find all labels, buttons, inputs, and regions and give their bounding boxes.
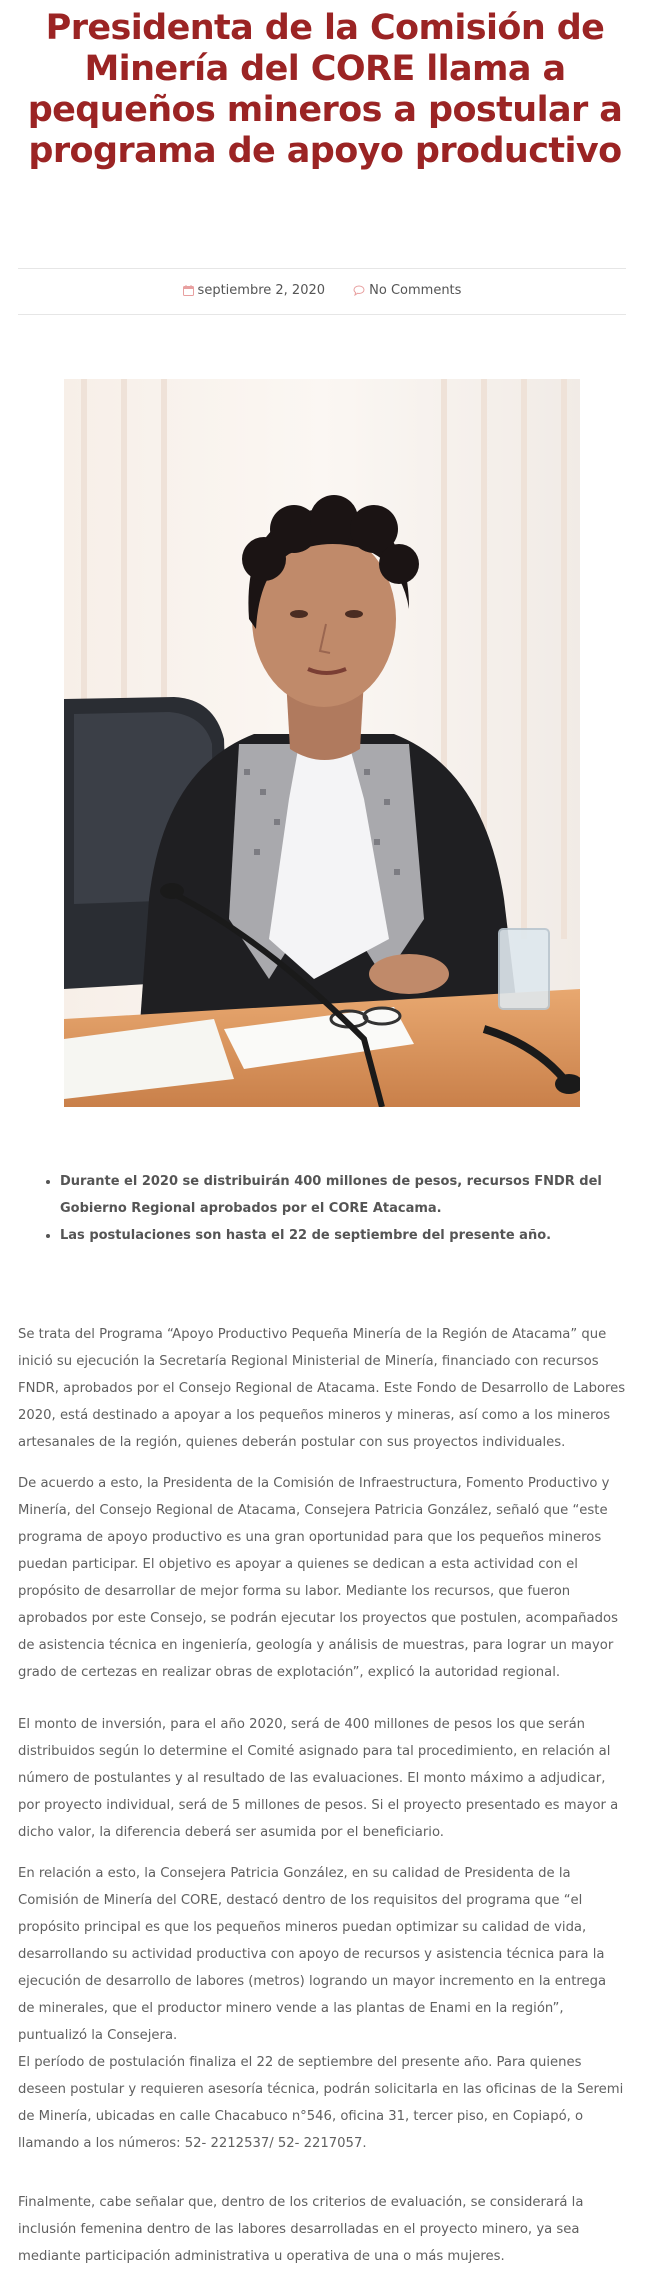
councilwoman-portrait-illustration bbox=[64, 379, 580, 1107]
article-title: Presidenta de la Comisión de Minería del CORE llama a pequeños mineros a postular a programa de apoyo productivo bbox=[27, 8, 623, 171]
meta-divider-top bbox=[18, 268, 626, 269]
meta-divider-bottom bbox=[18, 314, 626, 315]
article-photo bbox=[64, 379, 580, 1107]
body-paragraph: Finalmente, cabe señalar que, dentro de los criterios de evaluación, se considerará la inclusión femenina dentro de las labores desarrolladas en el proyecto minero, ya sea mediante participación administrativa u operativa de una o más mujeres. bbox=[18, 2195, 584, 2264]
body-paragraph: De acuerdo a esto, la Presidenta de la Comisión de Infraestructura, Fomento Productivo y Minería, del Consejo Regional de Atacama, Consejera Patricia González, señaló que “este programa de apoyo productivo es una gran oportunidad para que los pequeños mineros puedan participar. El objetivo es apoyar a quienes se dedican a esta actividad con el propósito de desarrollar de mejor forma su labor. Mediante los recursos, que fueron aprobados por este Consejo, se podrán ejecutar los proyectos que postulen, acompañados de asistencia técnica en ingeniería, geología y análisis de muestras, para lograr un mayor grado de certezas en realizar obras de explotación”, explicó la autoridad regional. bbox=[18, 1476, 618, 1680]
body-paragraph: El monto de inversión, para el año 2020, será de 400 millones de pesos los que serán distribuidos según lo determine el Comité asignado para tal procedimiento, en relación al número de postulantes y al resultado de las evaluaciones. El monto máximo a adjudicar, por proyecto individual, será de 5 millones de pesos. Si el proyecto presentado es mayor a dicho valor, la diferencia deberá ser asumida por el beneficiario. bbox=[18, 1717, 619, 1840]
post-date[interactable] bbox=[183, 281, 325, 301]
highlights-list bbox=[40, 1168, 646, 1249]
post-comments-label: No Comments bbox=[369, 283, 462, 298]
calendar-icon bbox=[183, 285, 194, 296]
comment-bubble-icon bbox=[353, 285, 365, 296]
highlight-item: • Durante el 2020 se distribuirán 400 millones de pesos, recursos FNDR del Gobierno Regional aprobados por el CORE Atacama. bbox=[60, 1168, 646, 1222]
post-meta bbox=[18, 281, 626, 302]
post-comments-link[interactable] bbox=[353, 281, 461, 301]
post-date-label: septiembre 2, 2020 bbox=[197, 283, 326, 298]
body-paragraph: Se trata del Programa “Apoyo Productivo Pequeña Minería de la Región de Atacama” que inició su ejecución la Secretaría Regional Ministerial de Minería, financiado con recursos FNDR, aprobados por el Consejo Regional de Atacama. Este Fondo de Desarrollo de Labores 2020, está destinado a apoyar a los pequeños mineros y mineras, así como a los mineros artesanales de la región, quienes deberán postular con sus proyectos individuales. bbox=[18, 1327, 626, 1450]
body-paragraph: En relación a esto, la Consejera Patricia González, en su calidad de Presidenta de la Comisión de Minería del CORE, destacó dentro de los requisitos del programa que “el propósito principal es que los pequeños mineros puedan optimizar su calidad de vida, desarrollando su actividad productiva con apoyo de recursos y asistencia técnica para la ejecución de desarrollo de labores (metros) logrando un mayor incremento en la entrega de minerales, que el productor minero vende a las plantas de Enami en la región”, puntualizó la Consejera. bbox=[18, 1866, 607, 2043]
body-paragraph: El período de postulación finaliza el 22 de septiembre del presente año. Para quienes deseen postular y requieren asesoría técnica, podrán solicitarla en las oficinas de la Seremi de Minería, ubicadas en calle Chacabuco n°546, oficina 31, tercer piso, en Copiapó, o llamando a los números: 52- 2212537/ 52- 2217057. bbox=[18, 2055, 624, 2151]
highlight-item: • Las postulaciones son hasta el 22 de septiembre del presente año. bbox=[60, 1222, 646, 1249]
